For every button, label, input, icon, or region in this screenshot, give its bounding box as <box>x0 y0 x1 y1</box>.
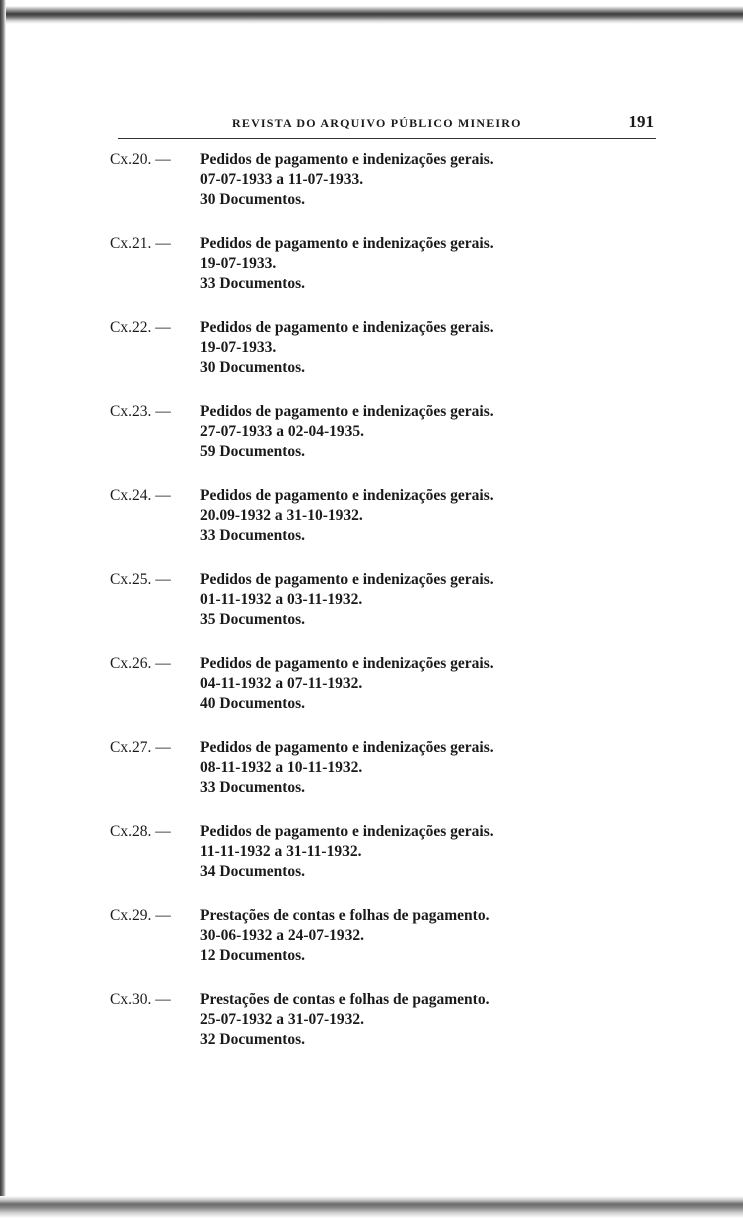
box-label: Cx.25. — <box>110 571 171 588</box>
entry-body <box>200 150 590 210</box>
list-item <box>110 234 580 318</box>
box-label: Cx.30. — <box>110 991 171 1008</box>
scan-edge-top <box>0 0 743 24</box>
entry-dates: 27-07-1933 a 02-04-1935. <box>200 423 365 440</box>
box-label: Cx.27. — <box>110 739 171 756</box>
list-item <box>110 150 580 234</box>
entry-count: 33 Documentos. <box>200 527 306 544</box>
entry-dates: 01-11-1932 a 03-11-1932. <box>200 591 363 608</box>
box-label: Cx.29. — <box>110 907 171 924</box>
entry-description: Pedidos de pagamento e indenizações gerais. <box>200 151 494 168</box>
entry-count: 32 Documentos. <box>200 1031 306 1048</box>
page-header <box>118 112 656 139</box>
entry-body <box>200 990 590 1050</box>
entry-description: Prestações de contas e folhas de pagamento. <box>200 991 490 1008</box>
list-item <box>110 990 580 1074</box>
box-label: Cx.28. — <box>110 823 171 840</box>
entry-body <box>200 570 590 630</box>
entry-description: Pedidos de pagamento e indenizações gerais. <box>200 319 494 336</box>
page-number: 191 <box>628 112 654 131</box>
entry-dates: 30-06-1932 a 24-07-1932. <box>200 927 365 944</box>
entry-body <box>200 486 590 546</box>
entry-count: 40 Documentos. <box>200 695 306 712</box>
entry-description: Pedidos de pagamento e indenizações gerais. <box>200 739 494 756</box>
entry-description: Pedidos de pagamento e indenizações gerais. <box>200 571 494 588</box>
list-item <box>110 822 580 906</box>
list-item <box>110 402 580 486</box>
entry-dates: 20.09-1932 a 31-10-1932. <box>200 507 363 524</box>
entry-dates: 07-07-1933 a 11-07-1933. <box>200 171 364 188</box>
entry-body <box>200 318 590 378</box>
entry-dates: 11-11-1932 a 31-11-1932. <box>200 843 362 860</box>
box-label: Cx.23. — <box>110 403 171 420</box>
list-item <box>110 570 580 654</box>
entry-count: 30 Documentos. <box>200 191 306 208</box>
list-item <box>110 654 580 738</box>
entry-count: 59 Documentos. <box>200 443 306 460</box>
entry-count: 33 Documentos. <box>200 275 306 292</box>
box-label: Cx.21. — <box>110 235 171 252</box>
entry-count: 12 Documentos. <box>200 947 306 964</box>
box-label: Cx.24. — <box>110 487 171 504</box>
entry-description: Prestações de contas e folhas de pagamento. <box>200 907 490 924</box>
entry-count: 30 Documentos. <box>200 359 306 376</box>
box-label: Cx.20. — <box>110 151 171 168</box>
box-label: Cx.26. — <box>110 655 171 672</box>
entry-description: Pedidos de pagamento e indenizações gerais. <box>200 235 494 252</box>
box-list <box>110 150 580 1074</box>
entry-body <box>200 402 590 462</box>
entry-count: 35 Documentos. <box>200 611 306 628</box>
list-item <box>110 318 580 402</box>
entry-description: Pedidos de pagamento e indenizações gerais. <box>200 823 494 840</box>
entry-count: 33 Documentos. <box>200 779 306 796</box>
entry-count: 34 Documentos. <box>200 863 306 880</box>
list-item <box>110 906 580 990</box>
entry-body <box>200 234 590 294</box>
entry-description: Pedidos de pagamento e indenizações gerais. <box>200 655 494 672</box>
entry-body <box>200 738 590 798</box>
scan-edge-bottom <box>0 1196 743 1218</box>
entry-description: Pedidos de pagamento e indenizações gerais. <box>200 403 494 420</box>
scan-edge-left <box>0 0 6 1218</box>
entry-dates: 19-07-1933. <box>200 339 277 356</box>
entry-description: Pedidos de pagamento e indenizações gerais. <box>200 487 494 504</box>
box-label: Cx.22. — <box>110 319 171 336</box>
entry-dates: 04-11-1932 a 07-11-1932. <box>200 675 363 692</box>
entry-body <box>200 822 590 882</box>
list-item <box>110 486 580 570</box>
list-item <box>110 738 580 822</box>
running-title: REVISTA DO ARQUIVO PÚBLICO MINEIRO <box>232 116 522 130</box>
entry-dates: 25-07-1932 a 31-07-1932. <box>200 1011 365 1028</box>
entry-body <box>200 654 590 714</box>
entry-dates: 19-07-1933. <box>200 255 277 272</box>
entry-body <box>200 906 590 966</box>
entry-dates: 08-11-1932 a 10-11-1932. <box>200 759 363 776</box>
